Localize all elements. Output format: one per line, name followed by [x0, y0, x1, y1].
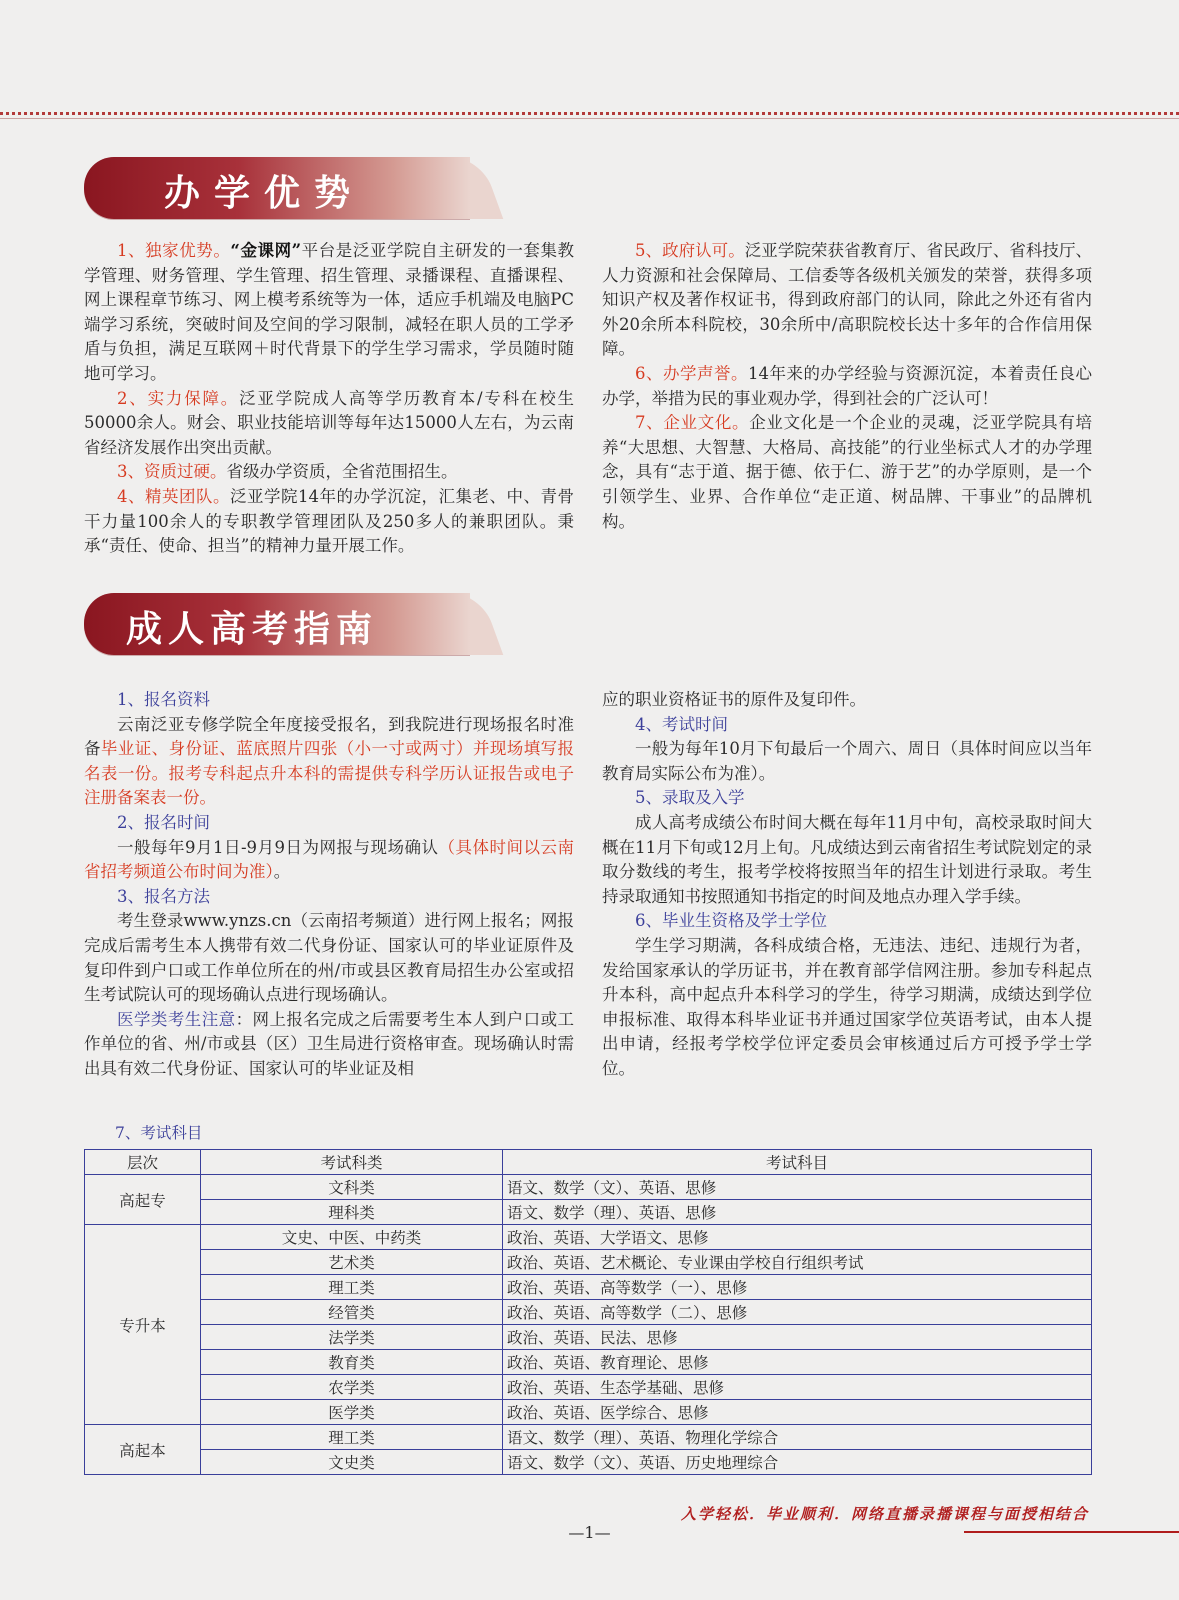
table-category-cell: 文科类 — [201, 1175, 503, 1200]
advantage-text-1: 平台是泛亚学院自主研发的一套集教学管理、财务管理、学生管理、招生管理、录播课程、直播课程、网上课程章节练习、网上模考系统等为一体，适应手机端及电脑PC端学习系统，突破时间及空间的学习限制，减轻在职人员的工学矛盾与负担，满足互联网＋时代背景下的学生学习需求，学员随时随地可学习。 — [84, 241, 575, 383]
table-header-subjects: 考试科目 — [503, 1150, 1092, 1175]
table-category-cell: 医学类 — [201, 1400, 503, 1425]
guide-paragraph-3: 考生登录www.ynzs.cn（云南招考频道）进行网上报名；网报完成后需考生本人携带有效二代身份证、国家认可的毕业证原件及复印件到户口或工作单位所在的州/市或县区教育局招生办公室或招生考试院认可的现场确认点进行现场确认。 — [84, 911, 574, 1005]
guide-paragraph-4: 一般为每年10月下旬最后一个周六、周日（具体时间应以当年教育局实际公布为准）。 — [602, 739, 1092, 783]
table-subjects-cell: 政治、英语、民法、思修 — [503, 1325, 1092, 1350]
table-subjects-cell: 政治、英语、高等数学（一）、思修 — [503, 1275, 1092, 1300]
table-row — [85, 1250, 1092, 1275]
table-level-cell: 专升本 — [85, 1225, 201, 1425]
table-row — [85, 1350, 1092, 1375]
guide-paragraph-2 — [84, 836, 574, 885]
table-category-cell: 文史类 — [201, 1450, 503, 1475]
guide-paragraph-1-materials: 毕业证、身份证、蓝底照片四张（小一寸或两寸）并现场填写报名表一份。报考专科起点升本科的需提供专科学历认证报告或电子注册备案表一份。 — [84, 739, 575, 808]
table-category-cell: 文史、中医、中药类 — [201, 1225, 503, 1250]
table-level-cell: 高起本 — [85, 1425, 201, 1475]
table-subjects-cell: 语文、数学（文）、英语、历史地理综合 — [503, 1450, 1092, 1475]
advantage-text-2: 泛亚学院成人高等学历教育本/专科在校生50000余人。财会、职业技能培训等每年达15000人左右，为云南省经济发展作出突出贡献。 — [84, 388, 575, 457]
table-category-cell: 理科类 — [201, 1200, 503, 1225]
guide-heading-1: 1、报名资料 — [117, 690, 210, 709]
table-category-cell: 理工类 — [201, 1425, 503, 1450]
table-category-cell: 法学类 — [201, 1325, 503, 1350]
table-subjects-cell: 政治、英语、医学综合、思修 — [503, 1400, 1092, 1425]
section-title-advantages: 办学优势 — [164, 172, 365, 214]
guide-paragraph-6: 学生学习期满，各科成绩合格，无违法、违纪、违规行为者，发给国家承认的学历证书，并在教育部学信网注册。参加专科起点升本科，高中起点升本科学习的学生，待学习期满，成绩达到学位申报标准、取得本科毕业证书并通过国家学位英语考试，由本人提出申请，经报考学校学位评定委员会审核通过后方可授予学士学位。 — [602, 935, 1092, 1078]
table-subjects-cell: 政治、英语、高等数学（二）、思修 — [503, 1300, 1092, 1325]
advantage-item-7 — [602, 411, 1092, 534]
advantage-head-6: 6、办学声誉。 — [635, 363, 748, 383]
table-subjects-cell: 政治、英语、大学语文、思修 — [503, 1225, 1092, 1250]
exam-subjects-table — [84, 1149, 1092, 1475]
table-row — [85, 1175, 1092, 1200]
advantage-head-3: 3、资质过硬。 — [117, 462, 227, 482]
guide-heading-6: 6、毕业生资格及学士学位 — [635, 911, 827, 931]
table-subjects-cell: 政治、英语、教育理论、思修 — [503, 1350, 1092, 1375]
guide-paragraph-1-lead: 云南泛亚专修学院全年度接受报名，到我院进行现场报名时准备 — [84, 714, 574, 759]
advantage-text-5: 泛亚学院荣获省教育厅、省民政厅、省科技厅、人力资源和社会保障局、工信委等各级机关颁发的荣誉，获得多项知识产权及著作权证书，得到政府部门的认同，除此之外还有省内外20余所本科院校，30余所中/高职院校长达十多年的合作信用保障。 — [602, 241, 1093, 359]
advantage-item-3 — [84, 460, 574, 485]
table-subjects-cell: 政治、英语、生态学基础、思修 — [503, 1375, 1092, 1400]
section-banner-advantages — [84, 157, 470, 219]
guide-heading-7: 7、考试科目 — [115, 1124, 203, 1142]
table-category-cell: 农学类 — [201, 1375, 503, 1400]
guide-heading-2: 2、报名时间 — [117, 812, 210, 832]
table-row — [85, 1450, 1092, 1475]
table-category-cell: 理工类 — [201, 1275, 503, 1300]
guide-paragraph-2-lead: 一般每年9月1日-9月9日为网报与现场确认 — [117, 837, 439, 857]
advantage-head-1: 1、独家优势。 — [117, 241, 231, 260]
guide-paragraph-2-end: 。 — [273, 862, 291, 882]
table-subjects-cell: 语文、数学（理）、英语、物理化学综合 — [503, 1425, 1092, 1450]
table-row — [85, 1375, 1092, 1400]
advantage-head-2: 2、实力保障。 — [117, 388, 240, 408]
advantage-text-4: 泛亚学院14年的办学沉淀，汇集老、中、青骨干力量100余人的专职教学管理团队及250多人的兼职团队。秉承“责任、使命、担当”的精神力量开展工作。 — [84, 486, 574, 556]
table-row — [85, 1425, 1092, 1450]
advantage-item-6 — [602, 362, 1092, 411]
advantage-head-7: 7、企业文化。 — [635, 413, 750, 433]
guide-heading-3: 3、报名方法 — [117, 886, 210, 906]
medical-note-text: ：网上报名完成之后需要考生本人到户口或工作单位的省、州/市或县（区）卫生局进行资格审查。现场确认时需出具有效二代身份证、国家认可的毕业证及相 — [84, 1009, 575, 1078]
advantage-item-4 — [84, 485, 574, 559]
guide-paragraph-2-note: （具体时间以云南省招考频道公布时间为准） — [84, 837, 574, 882]
advantage-text-6: 14年来的办学经验与资源沉淀，本着责任良心办学，举措为民的事业观办学，得到社会的广泛认可！ — [602, 363, 1092, 408]
advantage-item-1 — [84, 239, 574, 387]
guide-paragraph-5: 成人高考成绩公布时间大概在每年11月中旬，高校录取时间大概在11月下旬或12月上旬。凡成绩达到云南省招生考试院划定的录取分数线的考生，报考学校将按照当年的招生计划进行录取。考生持录取通知书按照通知书指定的时间及地点办理入学手续。 — [602, 812, 1092, 906]
section-banner-guide — [84, 593, 470, 655]
table-row — [85, 1200, 1092, 1225]
advantage-text-7: 企业文化是一个企业的灵魂，泛亚学院具有培养“大思想、大智慧、大格局、高技能”的行业坐标式人才的办学理念，具有“志于道、据于德、依于仁、游于艺”的办学原则，是一个引领学生、业界、合作单位“走正道、树品牌、干事业”的品牌机构。 — [602, 413, 1093, 531]
advantage-item-2 — [84, 387, 574, 461]
table-row — [85, 1275, 1092, 1300]
table-subjects-cell: 语文、数学（文）、英语、思修 — [503, 1175, 1092, 1200]
table-level-cell: 高起专 — [85, 1175, 201, 1225]
table-header-row — [85, 1150, 1092, 1175]
table-row — [85, 1300, 1092, 1325]
jinkewang-name: “金课网” — [230, 241, 302, 260]
medical-note-head: 医学类考生注意 — [117, 1009, 236, 1029]
table-category-cell: 教育类 — [201, 1350, 503, 1375]
guide-paragraph-1 — [84, 713, 574, 811]
footer-slogan: 入学轻松．毕业顺利．网络直播录播课程与面授相结合 — [680, 1505, 1089, 1523]
table-header-category: 考试科类 — [201, 1150, 503, 1175]
guide-heading-4: 4、考试时间 — [635, 714, 728, 734]
top-thin-rule — [0, 118, 1179, 119]
guide-left-column — [84, 688, 574, 1082]
medical-note — [84, 1008, 574, 1082]
table-row — [85, 1225, 1092, 1250]
advantage-head-5: 5、政府认可。 — [635, 241, 745, 260]
table-category-cell: 艺术类 — [201, 1250, 503, 1275]
table-header-level: 层次 — [85, 1150, 201, 1175]
table-subjects-cell: 语文、数学（理）、英语、思修 — [503, 1200, 1092, 1225]
top-dotted-rule — [0, 112, 1179, 115]
table-row — [85, 1325, 1092, 1350]
section-title-guide: 成人高考指南 — [126, 608, 379, 650]
advantage-head-4: 4、精英团队。 — [117, 486, 230, 506]
advantage-item-5 — [602, 239, 1092, 362]
advantage-text-3: 省级办学资质，全省范围招生。 — [226, 462, 458, 482]
table-row — [85, 1400, 1092, 1425]
advantages-left-column — [84, 239, 574, 559]
advantages-right-column — [602, 239, 1092, 534]
guide-heading-7-wrap — [84, 1121, 574, 1146]
table-subjects-cell: 政治、英语、艺术概论、专业课由学校自行组织考试 — [503, 1250, 1092, 1275]
guide-heading-5: 5、录取及入学 — [635, 788, 745, 808]
table-category-cell: 经管类 — [201, 1300, 503, 1325]
page-number: —1— — [568, 1523, 611, 1542]
guide-continuation: 应的职业资格证书的原件及复印件。 — [602, 690, 866, 709]
guide-right-column — [602, 688, 1092, 1082]
